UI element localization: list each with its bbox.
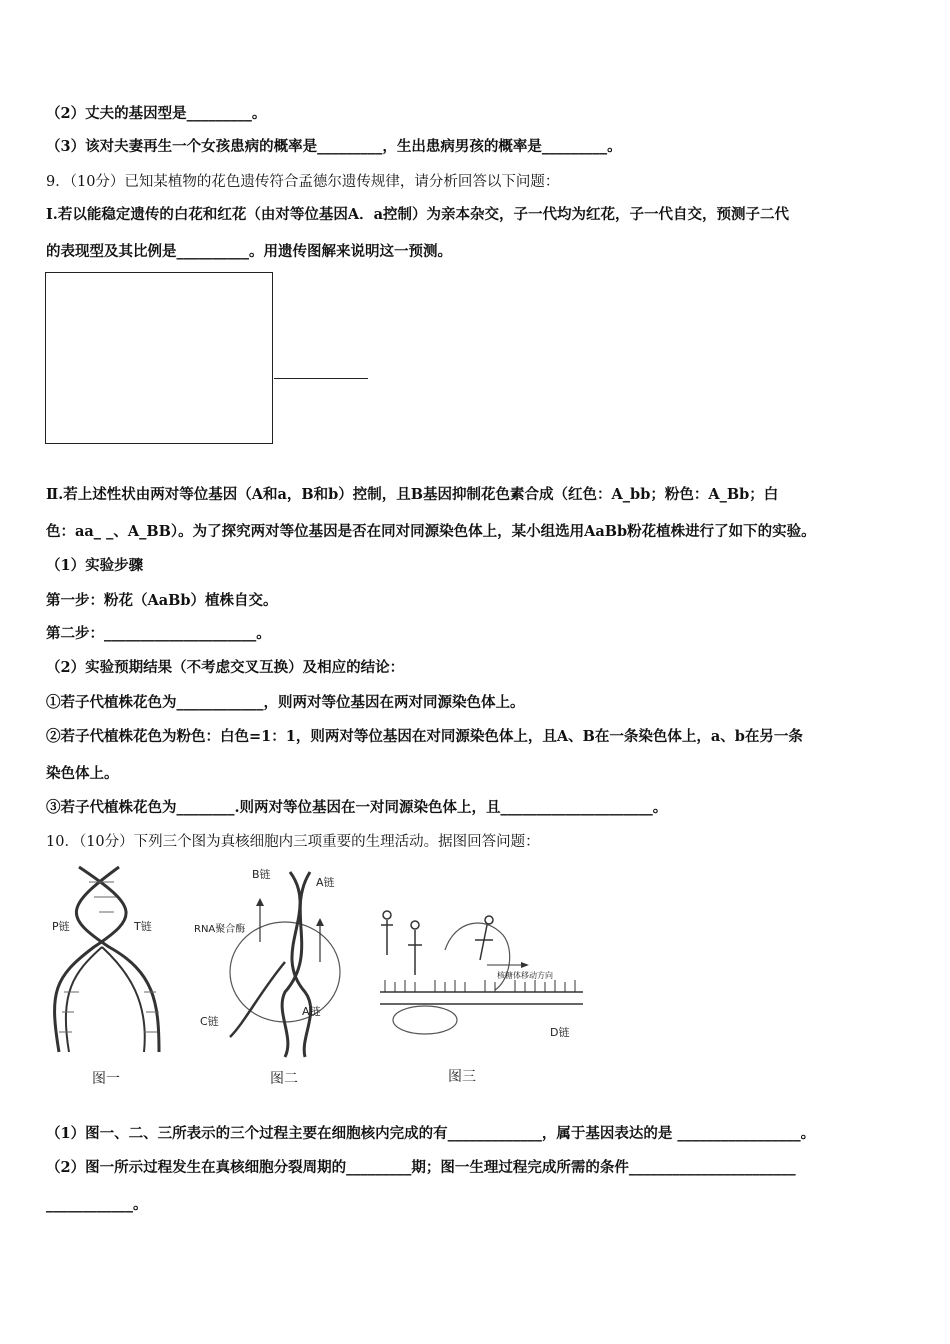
q10-part1: （1）图一、二、三所表示的三个过程主要在细胞核内完成的有_____________，属于基因表达的是 _________________。 [46, 1125, 816, 1142]
result-2: ②若子代植株花色为粉色：白色=1：1，则两对等位基因在对同源染色体上，且A、B在一条染色体上，a、b在另一条 [46, 728, 803, 745]
q9-header: 9．（10分）已知某植物的花色遗传符合孟德尔遗传规律，请分析回答以下问题： [46, 174, 560, 190]
q9-part2-text: Ⅱ.若上述性状由两对等位基因（A和a，B和b）控制，且B基因抑制花色素合成（红色：A_bb；粉色：A_Bb；白 [46, 486, 779, 503]
a-chain-top-label: A链 [316, 876, 335, 889]
result-3: ③若子代植株花色为________.则两对等位基因在一对同源染色体上，且_____________________。 [46, 799, 668, 816]
expected-results-heading: （2）实验预期结果（不考虑交叉互换）及相应的结论： [46, 659, 405, 676]
result-2-cont: 染色体上。 [46, 765, 119, 782]
p-chain-label: P链 [52, 920, 70, 933]
experiment-steps-heading: （1）实验步骤 [46, 557, 144, 574]
q10-header: 10．（10分）下列三个图为真核细胞内三项重要的生理活动。据图回答问题： [46, 834, 540, 850]
genetic-diagram-answer-box [45, 272, 273, 444]
q10-part2: （2）图一所示过程发生在真核细胞分裂周期的_________期；图一生理过程完成所需的条件_______________________ [46, 1159, 796, 1176]
q9-part1-text: Ⅰ.若以能稳定遗传的白花和红花（由对等位基因A．a控制）为亲本杂交，子一代均为红花，子一代自交，预测子二代 [46, 206, 789, 223]
a-chain-bottom-label: A链 [302, 1005, 321, 1018]
b-chain-label: B链 [252, 868, 271, 881]
figure-3-translation [375, 900, 590, 1050]
q9-part1-text2: 的表现型及其比例是__________。用遗传图解来说明这一预测。 [46, 243, 452, 260]
figure-1-label: 图一 [92, 1071, 120, 1087]
answer-line [274, 378, 368, 379]
figure-2-transcription [190, 862, 370, 1062]
ribosome-direction-label: 核糖体移动方向 [497, 971, 553, 980]
figure-3-label: 图三 [448, 1069, 476, 1085]
step-one: 第一步：粉花（AaBb）植株自交。 [46, 592, 278, 609]
q8-part3: （3）该对夫妻再生一个女孩患病的概率是_________，生出患病男孩的概率是_________。 [46, 138, 622, 155]
c-chain-label: C链 [200, 1015, 219, 1028]
d-chain-label: D链 [550, 1026, 570, 1039]
rna-polymerase-label: RNA聚合酶 [194, 924, 246, 935]
t-chain-label: T链 [134, 920, 152, 933]
figure-1-dna-replication [44, 862, 174, 1062]
result-1: ①若子代植株花色为____________，则两对等位基因在两对同源染色体上。 [46, 694, 525, 711]
q10-part2-cont: ____________。 [46, 1196, 148, 1213]
figure-2-label: 图二 [270, 1071, 298, 1087]
q9-part2-text2: 色：aa_ _、A_BB）。为了探究两对等位基因是否在同对同源染色体上，某小组选用AaBb粉花植株进行了如下的实验。 [46, 523, 816, 540]
q8-part2: （2）丈夫的基因型是_________。 [46, 105, 267, 122]
step-two: 第二步：_____________________。 [46, 625, 271, 642]
